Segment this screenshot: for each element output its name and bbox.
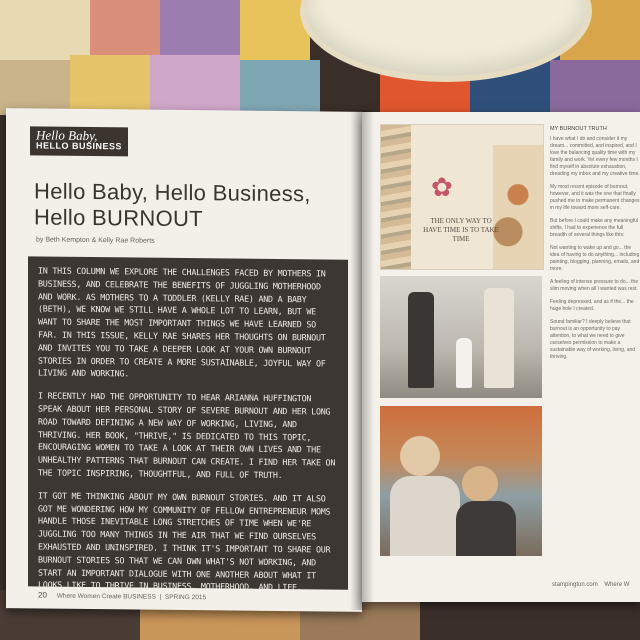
column-paragraph: Feeling depressed, and as if the... the huge hole I created. bbox=[550, 299, 634, 312]
column-paragraph: Not wanting to wake up and go... the idea of having to do anything... including painting, blogging, planning, emails, and more. bbox=[550, 245, 640, 272]
column-paragraph: A feeling of intense pressure to do... the slim moving when all I wanted was rest. bbox=[550, 279, 639, 292]
right-column-text bbox=[550, 126, 640, 566]
quilt-patch bbox=[550, 60, 640, 115]
floral-border bbox=[493, 145, 543, 269]
site-url: stampington.com bbox=[552, 582, 598, 588]
column-paragraph: But before I could make any meaningful shifts, I had to experience the full breadth of several things like this: bbox=[550, 218, 639, 238]
section-tag-line1: Hello Baby, bbox=[36, 127, 98, 144]
child-figure bbox=[456, 338, 472, 388]
article-body bbox=[28, 256, 348, 593]
face-shape bbox=[462, 466, 498, 502]
shirt-shape bbox=[390, 476, 460, 556]
right-footer bbox=[552, 582, 629, 588]
person-figure bbox=[408, 292, 434, 388]
quilt-patch bbox=[0, 0, 90, 60]
family-portrait-photo bbox=[380, 406, 542, 556]
flower-icon: ✿ bbox=[431, 173, 453, 203]
column-paragraph: Sound familiar? I deeply believe that burnout is an opportunity to pay attention, to what we need to give ourselves permission to make a sustainable way of working, living, and thriving. bbox=[550, 319, 636, 360]
body-paragraph: IT GOT ME THINKING ABOUT MY OWN BURNOUT STORIES. AND IT ALSO GOT ME WONDERING HOW MY COMMUNITY OF FELLOW ENTREPRENEUR MOMS HANDLE THOSE INEVITABLE LONG STRETCHES OF TIME WHEN WE'RE JUGGLING TOO MANY THINGS IN THE AIR THAT WE FIND OURSELVES EXHAUSTED AND UNINSPIRED. I THINK IT'S IMPORTANT TO SHARE OUR BURNOUT STORIES SO THAT WE CAN OWN WHAT'S NOT WORKING, AND START AN IMPORTANT DIALOGUE WITH ONE ANOTHER ABOUT WHAT IT LOOKS LIKE TO THRIVE IN BUSINESS, MOTHERHOOD, AND LIFE. bbox=[38, 490, 331, 593]
family-legs-photo bbox=[380, 276, 542, 398]
quilt-patch bbox=[70, 55, 150, 115]
quote-text: THE ONLY WAY TO HAVE TIME IS TO TAKE TIME bbox=[423, 217, 499, 243]
jacket-shape bbox=[456, 501, 516, 556]
left-page bbox=[6, 108, 362, 612]
quilt-patch bbox=[90, 0, 160, 60]
publication-name: Where W bbox=[604, 582, 630, 588]
column-paragraph: I have what I do and consider it my dream... committed, and inspired, and I love the balancing quality time with my family and work. Yet every few months I find myself in absolute exhaustion, dreading my inbox and my creative time. bbox=[550, 136, 640, 177]
right-page bbox=[362, 112, 640, 602]
body-paragraph: IN THIS COLUMN WE EXPLORE THE CHALLENGES FACED BY MOTHERS IN BUSINESS, AND CELEBRATE THE BENEFITS OF JUGGLING MOTHERHOOD AND WORK. AS MOTHERS TO A TODDLER (KELLY RAE) AND A BABY (BETH), WE KNOW WE STILL HAVE A WHOLE LOT TO LEARN, BUT WE WANT TO SHARE THE MOST IMPORTANT THINGS WE HAVE LEARNED SO FAR. IN THIS ISSUE, KELLY RAE SHARES HER THOUGHTS ON BURNOUT AND INVITES YOU TO TAKE A DEEPER LOOK AT YOUR OWN BURNOUT STORIES IN ORDER TO CREATE A MORE SUSTAINABLE, JOYFUL WAY OF LIVING AND WORKING. bbox=[38, 265, 326, 379]
quilt-patch bbox=[160, 0, 240, 55]
issue-label: SPRING 2015 bbox=[164, 593, 207, 602]
column-heading: MY BURNOUT TRUTH bbox=[550, 126, 607, 132]
column-paragraph: My most recent episode of burnout, however, and it was the one that finally pushed me to make permanent changes in my life toward more self-care. bbox=[550, 184, 640, 211]
article-byline: by Beth Kempton & Kelly Rae Roberts bbox=[36, 236, 155, 245]
quilt-patch bbox=[150, 55, 240, 115]
section-tag-line2: HELLO BUSINESS bbox=[36, 140, 123, 152]
page-number: 20 bbox=[38, 590, 47, 600]
body-paragraph: I RECENTLY HAD THE OPPORTUNITY TO HEAR ARIANNA HUFFINGTON SPEAK ABOUT HER PERSONAL STORY OF SEVERE BURNOUT AND HER LONG ROAD TOWARD DEFINING A NEW WAY OF WORKING, LIVING, AND THRIVING. HER BOOK, "THRIVE," IS DEDICATED TO THIS TOPIC, ENCOURAGING WOMEN TO TAKE A LOOK AT THEIR OWN LIVES AND THE UNHEALTHY PATTERNS THAT BURNOUT CAN CREATE. I FIND HER TAKE ON THE TOPIC INSPIRING, THOUGHTFUL, AND FULL OF TRUTH. bbox=[38, 390, 336, 480]
quote-illustration bbox=[380, 124, 544, 270]
section-tag bbox=[30, 126, 128, 156]
floral-border bbox=[381, 125, 411, 269]
page-gutter bbox=[350, 110, 374, 610]
quilt-patch bbox=[0, 60, 70, 115]
article-headline: Hello Baby, Hello Business, Hello BURNOUT bbox=[34, 178, 311, 232]
face-shape bbox=[400, 436, 440, 476]
left-footer: 20 Where Women Create BUSINESS | SPRING 2015 bbox=[38, 590, 207, 602]
quilt-patch bbox=[240, 60, 320, 115]
publication-name: Where Women Create BUSINESS bbox=[56, 592, 156, 601]
open-magazine bbox=[6, 110, 640, 620]
person-figure bbox=[484, 288, 514, 388]
